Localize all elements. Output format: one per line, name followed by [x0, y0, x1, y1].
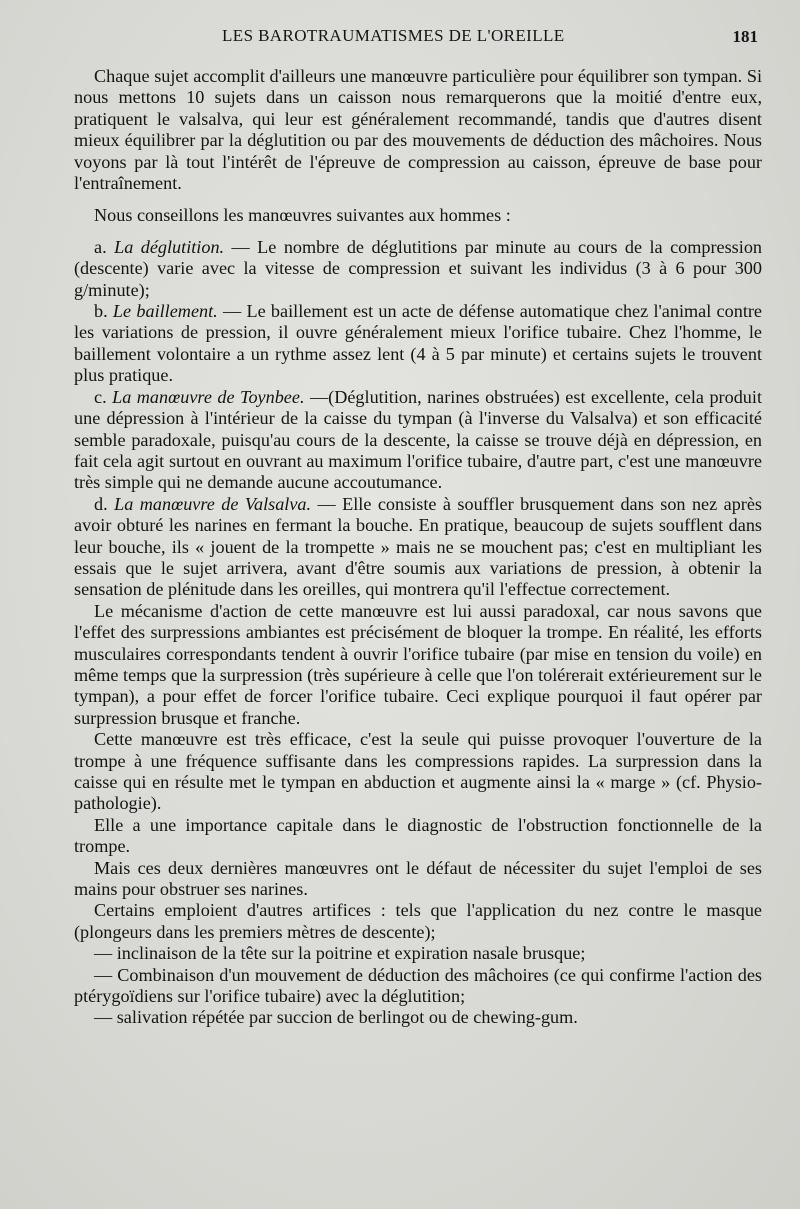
item-marker: d.	[94, 493, 108, 514]
dash-item: — inclinaison de la tête sur la poitrine et expiration nasale brusque;	[94, 943, 586, 964]
item-marker: b.	[94, 301, 108, 322]
item-text: — Le baillement est un acte de défense automatique chez l'animal contre les variations de pression, il ouvre généralement mieux l'orifice tubaire. Chez l'homme, le baillement volontaire a un rythme assez lent (4 à 5 par minute) et certains sujets le trouvent plus pratique.	[74, 301, 763, 386]
item-text: —(Déglutition, narines obstruées) est excellente, cela produit une dépression à l'intérieur de la caisse du tympan (à l'inverse du Valsalva) et son efficacité semble paradoxale, puisqu'au cours de la descente, la caisse se trouve déjà en dépression, en fait cela agit surtout en ouvrant au maximum l'orifice tubaire, d'autre part, c'est une manœuvre très simple qui ne demande aucune accoutumance.	[74, 386, 762, 493]
item-title: La manœuvre de Toynbee.	[112, 386, 305, 407]
item-text: — Elle consiste à souffler brusquement dans son nez après avoir obturé les narines en fermant la bouche. En pratique, beaucoup de sujets soufflent dans leur bouche, ils « jouent de la trompette » mais ne se mouchent pas; c'est en multipliant les essais que le sujet arrivera, avant d'être soumis aux variations de pression, à obtenir la sensation de plénitude dans les oreilles, qui montrera qu'il l'effectue correctement.	[74, 493, 762, 600]
item-title: Le baillement.	[112, 301, 218, 322]
running-header	[74, 26, 762, 62]
maneuvers-lead: Nous conseillons les manœuvres suivantes aux hommes :	[94, 205, 511, 226]
item-text: — Le nombre de déglutitions par minute au cours de la compression (descente) varie avec la vitesse de compression et suivant les individus (3 à 6 pour 300 g/minute);	[74, 236, 763, 300]
dash-item: — Combinaison d'un mouvement de déduction des mâchoires (ce qui confirme l'action des ptérygoïdiens sur l'orifice tubaire) avec la déglutition;	[74, 964, 762, 1007]
body-paragraph: Le mécanisme d'action de cette manœuvre est lui aussi paradoxal, car nous savons que l'effet des surpressions ambiantes est précisément de bloquer la trompe. En réalité, les efforts musculaires correspondants tendent à ouvrir l'orifice tubaire (par mise en tension du voile) en même temps que la surpression (très supérieure à celle que l'on tolérerait extérieurement sur le tympan), a pour effet de forcer l'orifice tubaire. Ceci explique pourquoi il faut opérer par surpression brusque et franche.	[74, 600, 762, 728]
page-number: 181	[732, 27, 758, 46]
maneuver-item-a	[74, 237, 762, 301]
body-paragraph: Mais ces deux dernières manœuvres ont le défaut de nécessiter du sujet l'emploi de ses mains pour obstruer ses narines.	[74, 857, 762, 900]
item-marker: a.	[94, 236, 107, 257]
body-paragraph: Elle a une importance capitale dans le diagnostic de l'obstruction fonctionnelle de la trompe.	[74, 814, 762, 857]
body-paragraph: Cette manœuvre est très efficace, c'est la seule qui puisse provoquer l'ouverture de la trompe à une fréquence suffisante dans les compressions rapides. La surpression dans la caisse qui en résulte met le tympan en abduction et augmente ainsi la « marge » (cf. Physio-pathologie).	[74, 729, 762, 814]
intro-paragraph: Chaque sujet accomplit d'ailleurs une manœuvre particulière pour équilibrer son tympan. Si nous mettons 10 sujets dans un caisson nous remarquerons que la moitié d'entre eux, pratiquent le valsalva, qui leur est généralement recommandé, tandis que d'autres disent mieux équilibrer par la déglutition ou par des mouvements de déduction des mâchoires. Nous voyons par là tout l'intérêt de l'épreuve de compression au caisson, épreuve de base pour l'entraînement.	[74, 66, 762, 194]
maneuver-item-d	[74, 494, 762, 601]
maneuver-item-c	[74, 387, 762, 494]
maneuver-item-b	[74, 301, 762, 387]
dash-item: — salivation répétée par succion de berlingot ou de chewing-gum.	[94, 1007, 578, 1028]
page-text	[74, 66, 762, 1029]
item-marker: c.	[94, 386, 107, 407]
item-title: La déglutition.	[114, 236, 225, 257]
item-title: La manœuvre de Valsalva.	[114, 493, 312, 514]
chapter-title: LES BAROTRAUMATISMES DE L'OREILLE	[222, 26, 565, 45]
body-paragraph: Certains emploient d'autres artifices : tels que l'application du nez contre le masque (plongeurs dans les premiers mètres de descente);	[74, 900, 762, 942]
